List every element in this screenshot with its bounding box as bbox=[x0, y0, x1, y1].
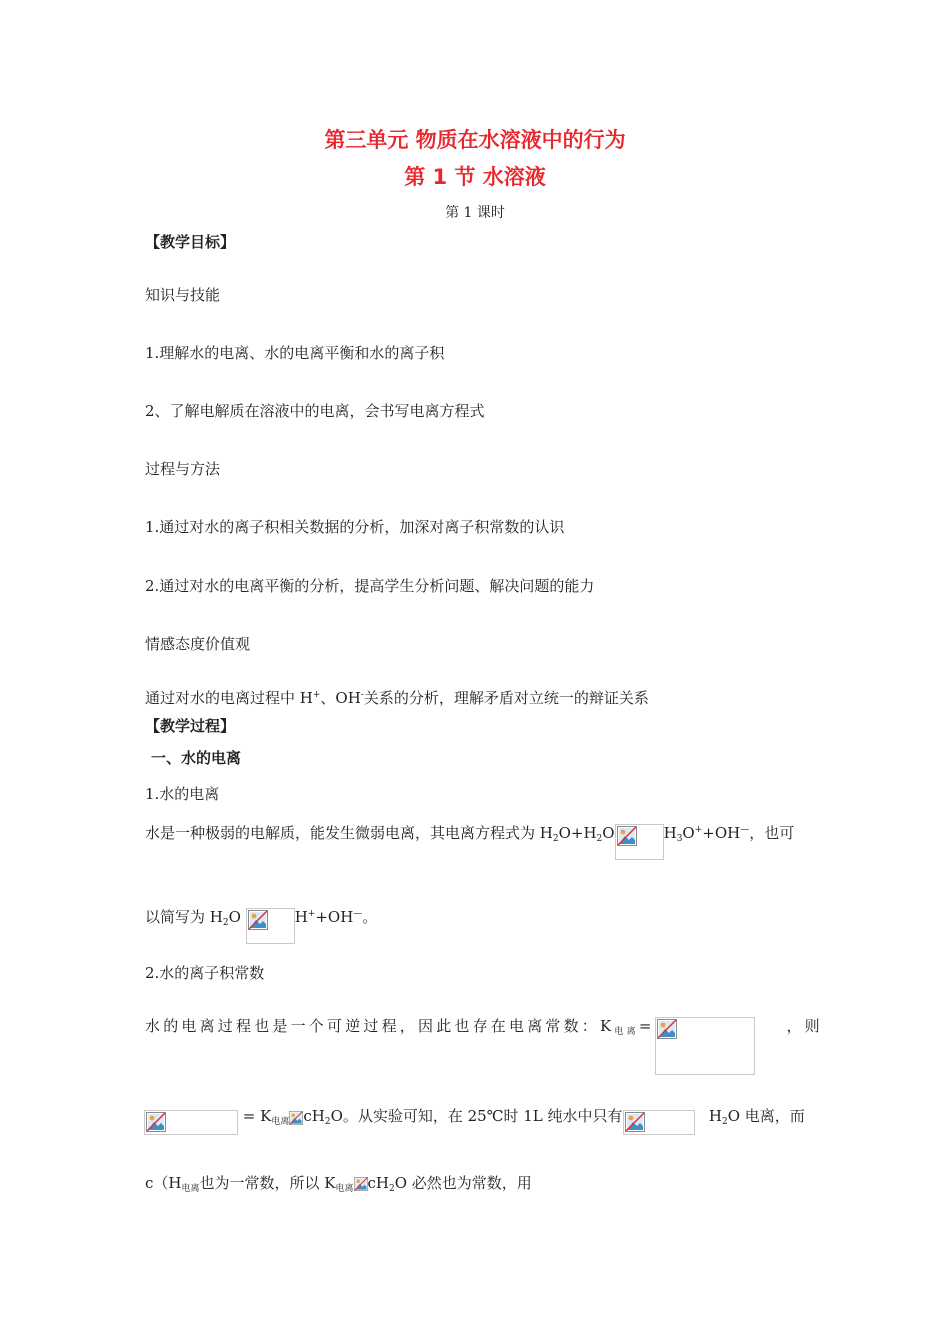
subscript: 3 bbox=[676, 834, 683, 844]
process-method-2: 2.通过对水的电离平衡的分析，提高学生分析问题、解决问题的能力 bbox=[145, 577, 595, 595]
broken-image-icon bbox=[625, 1112, 645, 1132]
equation-line-2 bbox=[145, 906, 377, 944]
subscript: 电离 bbox=[271, 1117, 290, 1127]
text: O bbox=[682, 824, 695, 842]
emotion-values-heading: 情感态度价值观 bbox=[145, 635, 251, 653]
subscript: 2 bbox=[596, 834, 603, 844]
process-heading: 【教学过程】 bbox=[145, 717, 236, 735]
equilibrium-arrow-image bbox=[246, 908, 295, 944]
process-method-heading: 过程与方法 bbox=[145, 460, 221, 478]
text: 。 bbox=[362, 908, 378, 926]
section1-heading: 1.水的电离 bbox=[145, 785, 220, 803]
emotion-values-1 bbox=[145, 687, 649, 708]
formula-image bbox=[144, 1110, 238, 1135]
text: H bbox=[708, 1107, 722, 1125]
broken-image-icon bbox=[657, 1019, 677, 1039]
text: ，则 bbox=[786, 1017, 823, 1035]
k-line-3 bbox=[145, 1172, 532, 1194]
text: O bbox=[602, 824, 615, 842]
equation-line-1 bbox=[145, 822, 794, 860]
text: O bbox=[228, 908, 241, 926]
text: 水是一种极弱的电解质，能发生微弱电离，其电离方程式为 H bbox=[145, 824, 553, 842]
goals-heading: 【教学目标】 bbox=[145, 233, 236, 251]
text: O+H bbox=[558, 824, 597, 842]
text: 以简写为 H bbox=[145, 908, 223, 926]
text: cH bbox=[367, 1174, 389, 1192]
text: c（H bbox=[145, 1174, 182, 1192]
section2-heading: 2.水的离子积常数 bbox=[145, 964, 265, 982]
k-line-2 bbox=[144, 1105, 805, 1135]
superscript: + bbox=[312, 690, 321, 700]
superscript: + bbox=[694, 825, 703, 835]
superscript: — bbox=[740, 825, 750, 835]
text: O。从实验可知，在 25℃时 1L 纯水中只有 bbox=[330, 1107, 623, 1125]
section-title: 第 1 节 水溶液 bbox=[404, 165, 546, 189]
text: +OH bbox=[702, 824, 741, 842]
subscript: 2 bbox=[552, 834, 559, 844]
text: 也为一常数，所以 K bbox=[199, 1174, 336, 1192]
part1-heading: 一、水的电离 bbox=[151, 749, 242, 767]
knowledge-skill-2: 2、了解电解质在溶液中的电离，会书写电离方程式 bbox=[145, 402, 485, 420]
subscript: 电离 bbox=[181, 1184, 200, 1194]
broken-image-icon bbox=[289, 1111, 303, 1125]
formula-image bbox=[623, 1110, 695, 1135]
text: 关系的分析，理解矛盾对立统一的辩证关系 bbox=[363, 689, 649, 707]
text: ，也可 bbox=[749, 824, 795, 842]
text: H bbox=[663, 824, 677, 842]
subscript: 电离 bbox=[614, 1027, 639, 1037]
subscript: 2 bbox=[721, 1117, 728, 1127]
formula-image bbox=[655, 1017, 755, 1075]
k-line-1 bbox=[145, 1015, 823, 1075]
superscript: - bbox=[360, 690, 364, 700]
text: 、OH bbox=[320, 689, 361, 707]
broken-image-icon bbox=[617, 826, 637, 846]
broken-image-icon bbox=[146, 1112, 166, 1132]
subscript: 2 bbox=[324, 1117, 331, 1127]
broken-image-icon bbox=[354, 1177, 368, 1191]
process-method-1: 1.通过对水的离子积相关数据的分析，加深对离子积常数的认识 bbox=[145, 518, 565, 536]
superscript: — bbox=[353, 909, 363, 919]
equilibrium-arrow-image bbox=[615, 824, 664, 860]
text: = K bbox=[242, 1107, 272, 1125]
lesson-label: 第 1 课时 bbox=[445, 205, 505, 221]
subscript: 2 bbox=[222, 918, 229, 928]
text: = bbox=[638, 1017, 655, 1035]
text: +OH bbox=[315, 908, 354, 926]
text: O 必然也为常数，用 bbox=[394, 1174, 532, 1192]
text: 通过对水的电离过程中 H bbox=[145, 689, 313, 707]
knowledge-skills-heading: 知识与技能 bbox=[145, 286, 221, 304]
superscript: + bbox=[307, 909, 316, 919]
text: 水的电离过程也是一个可逆过程，因此也存在电离常数：K bbox=[145, 1017, 615, 1035]
subscript: 2 bbox=[388, 1184, 395, 1194]
subscript: 电离 bbox=[335, 1184, 354, 1194]
text: H bbox=[294, 908, 308, 926]
knowledge-skill-1: 1.理解水的电离、水的电离平衡和水的离子积 bbox=[145, 344, 445, 362]
unit-title: 第三单元 物质在水溶液中的行为 bbox=[324, 128, 626, 152]
text: cH bbox=[303, 1107, 325, 1125]
text: O 电离，而 bbox=[727, 1107, 805, 1125]
broken-image-icon bbox=[248, 910, 268, 930]
